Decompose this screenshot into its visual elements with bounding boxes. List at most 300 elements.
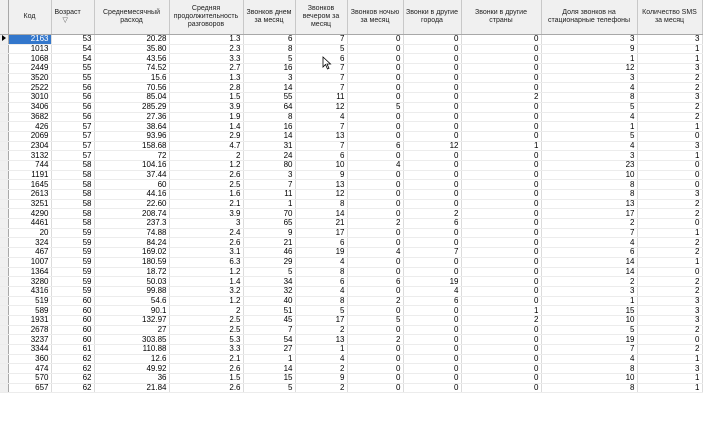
table-cell[interactable]: 57 <box>51 151 94 161</box>
table-cell[interactable]: 8 <box>295 199 347 209</box>
row-indicator[interactable] <box>0 151 8 161</box>
table-cell[interactable]: 3 <box>243 73 295 83</box>
table-cell[interactable]: 303.85 <box>94 335 169 345</box>
table-cell[interactable]: 7 <box>295 73 347 83</box>
table-cell[interactable]: 3 <box>541 73 637 83</box>
table-cell[interactable]: 2522 <box>8 83 51 93</box>
table-cell[interactable]: 2.5 <box>169 325 243 335</box>
table-cell[interactable]: 4461 <box>8 219 51 229</box>
table-cell[interactable]: 62 <box>51 354 94 364</box>
table-cell[interactable]: 1.2 <box>169 296 243 306</box>
table-cell[interactable]: 3251 <box>8 199 51 209</box>
table-cell[interactable]: 56 <box>51 83 94 93</box>
table-cell[interactable]: 10 <box>541 170 637 180</box>
table-cell[interactable]: 1 <box>637 122 702 132</box>
table-cell[interactable]: 2 <box>461 315 541 325</box>
table-cell[interactable]: 10 <box>541 374 637 384</box>
table-cell[interactable]: 1 <box>637 54 702 64</box>
table-cell[interactable]: 0 <box>347 122 403 132</box>
table-cell[interactable]: 0 <box>403 345 461 355</box>
table-cell[interactable]: 4290 <box>8 209 51 219</box>
table-cell[interactable]: 2.6 <box>169 383 243 393</box>
table-cell[interactable]: 55 <box>243 93 295 103</box>
table-cell[interactable]: 24 <box>243 151 295 161</box>
table-cell[interactable]: 1.5 <box>169 374 243 384</box>
table-cell[interactable]: 14 <box>243 364 295 374</box>
table-row[interactable] <box>0 199 702 209</box>
table-cell[interactable]: 7 <box>295 64 347 74</box>
table-cell[interactable]: 19 <box>541 335 637 345</box>
table-cell[interactable]: 0 <box>403 374 461 384</box>
table-cell[interactable]: 17 <box>541 209 637 219</box>
table-cell[interactable]: 2 <box>637 286 702 296</box>
table-cell[interactable]: 6 <box>295 238 347 248</box>
table-cell[interactable]: 74.88 <box>94 228 169 238</box>
table-cell[interactable]: 0 <box>347 93 403 103</box>
table-cell[interactable]: 0 <box>403 267 461 277</box>
row-indicator[interactable] <box>0 141 8 151</box>
table-cell[interactable]: 70.56 <box>94 83 169 93</box>
table-cell[interactable]: 3406 <box>8 102 51 112</box>
table-row[interactable] <box>0 54 702 64</box>
table-cell[interactable]: 2304 <box>8 141 51 151</box>
table-cell[interactable]: 2 <box>637 83 702 93</box>
table-cell[interactable]: 0 <box>461 383 541 393</box>
table-cell[interactable]: 0 <box>347 73 403 83</box>
table-cell[interactable]: 2 <box>347 335 403 345</box>
table-cell[interactable]: 0 <box>461 296 541 306</box>
table-cell[interactable]: 11 <box>243 190 295 200</box>
table-cell[interactable]: 1 <box>461 141 541 151</box>
table-cell[interactable]: 1 <box>243 199 295 209</box>
table-cell[interactable]: 0 <box>461 267 541 277</box>
table-cell[interactable]: 62 <box>51 374 94 384</box>
table-cell[interactable]: 657 <box>8 383 51 393</box>
row-indicator[interactable] <box>0 83 8 93</box>
table-cell[interactable]: 0 <box>347 199 403 209</box>
table-cell[interactable]: 0 <box>403 44 461 54</box>
table-cell[interactable]: 4 <box>541 112 637 122</box>
table-cell[interactable]: 85.04 <box>94 93 169 103</box>
table-cell[interactable]: 4.7 <box>169 141 243 151</box>
table-cell[interactable]: 0 <box>403 122 461 132</box>
table-cell[interactable]: 2.1 <box>169 199 243 209</box>
table-cell[interactable]: 0 <box>461 160 541 170</box>
table-cell[interactable]: 62 <box>51 364 94 374</box>
table-cell[interactable]: 55 <box>51 64 94 74</box>
table-cell[interactable]: 589 <box>8 306 51 316</box>
table-cell[interactable]: 6 <box>403 219 461 229</box>
row-indicator[interactable] <box>0 93 8 103</box>
table-cell[interactable]: 20 <box>8 228 51 238</box>
table-cell[interactable]: 4 <box>403 286 461 296</box>
table-cell[interactable]: 0 <box>403 190 461 200</box>
table-cell[interactable]: 10 <box>541 315 637 325</box>
table-cell[interactable]: 65 <box>243 219 295 229</box>
table-cell[interactable]: 0 <box>347 35 403 45</box>
table-cell[interactable]: 49.92 <box>94 364 169 374</box>
table-row[interactable] <box>0 35 702 45</box>
table-cell[interactable]: 44.16 <box>94 190 169 200</box>
table-cell[interactable]: 8 <box>295 267 347 277</box>
table-cell[interactable]: 2.1 <box>169 354 243 364</box>
table-cell[interactable]: 3.1 <box>169 248 243 258</box>
table-cell[interactable]: 2.7 <box>169 64 243 74</box>
table-cell[interactable]: 2.5 <box>169 180 243 190</box>
column-header[interactable] <box>8 0 51 35</box>
table-cell[interactable]: 3 <box>541 35 637 45</box>
table-cell[interactable]: 0 <box>637 267 702 277</box>
table-cell[interactable]: 0 <box>403 228 461 238</box>
table-row[interactable] <box>0 102 702 112</box>
table-cell[interactable]: 0 <box>461 131 541 141</box>
table-cell[interactable]: 0 <box>461 325 541 335</box>
table-cell[interactable]: 0 <box>403 257 461 267</box>
table-cell[interactable]: 3 <box>637 64 702 74</box>
table-cell[interactable]: 3280 <box>8 277 51 287</box>
table-row[interactable] <box>0 64 702 74</box>
table-cell[interactable]: 1.6 <box>169 190 243 200</box>
table-cell[interactable]: 0 <box>461 219 541 229</box>
table-cell[interactable]: 467 <box>8 248 51 258</box>
table-cell[interactable]: 0 <box>461 180 541 190</box>
table-cell[interactable]: 1.4 <box>169 122 243 132</box>
table-cell[interactable]: 57 <box>51 141 94 151</box>
row-indicator[interactable] <box>0 238 8 248</box>
table-cell[interactable]: 93.96 <box>94 131 169 141</box>
table-cell[interactable]: 2.6 <box>169 364 243 374</box>
table-row[interactable] <box>0 277 702 287</box>
table-cell[interactable]: 14 <box>541 257 637 267</box>
table-cell[interactable]: 7 <box>541 228 637 238</box>
table-cell[interactable]: 32 <box>243 286 295 296</box>
table-cell[interactable]: 0 <box>347 83 403 93</box>
row-indicator[interactable] <box>0 102 8 112</box>
table-cell[interactable]: 1 <box>243 354 295 364</box>
table-cell[interactable]: 1645 <box>8 180 51 190</box>
table-cell[interactable]: 54.6 <box>94 296 169 306</box>
column-header[interactable] <box>347 0 403 35</box>
table-cell[interactable]: 36 <box>94 374 169 384</box>
column-header[interactable] <box>461 0 541 35</box>
table-cell[interactable]: 0 <box>461 209 541 219</box>
table-cell[interactable]: 1931 <box>8 315 51 325</box>
row-indicator[interactable] <box>0 170 8 180</box>
row-indicator[interactable] <box>0 306 8 316</box>
table-cell[interactable]: 8 <box>541 190 637 200</box>
row-indicator[interactable] <box>0 325 8 335</box>
table-cell[interactable]: 1 <box>295 345 347 355</box>
table-cell[interactable]: 5 <box>541 102 637 112</box>
table-cell[interactable]: 57 <box>51 131 94 141</box>
table-cell[interactable]: 0 <box>461 257 541 267</box>
table-cell[interactable]: 5 <box>541 131 637 141</box>
table-cell[interactable]: 12 <box>403 141 461 151</box>
table-cell[interactable]: 58 <box>51 170 94 180</box>
table-cell[interactable]: 2 <box>541 277 637 287</box>
table-cell[interactable]: 0 <box>461 122 541 132</box>
table-cell[interactable]: 0 <box>403 112 461 122</box>
table-cell[interactable]: 59 <box>51 277 94 287</box>
table-cell[interactable]: 0 <box>403 102 461 112</box>
table-cell[interactable]: 6 <box>541 248 637 258</box>
table-cell[interactable]: 58 <box>51 209 94 219</box>
table-cell[interactable]: 1 <box>637 374 702 384</box>
table-cell[interactable]: 15 <box>243 374 295 384</box>
table-cell[interactable]: 0 <box>461 354 541 364</box>
table-cell[interactable]: 12 <box>295 190 347 200</box>
table-cell[interactable]: 56 <box>51 112 94 122</box>
table-cell[interactable]: 15.6 <box>94 73 169 83</box>
table-cell[interactable]: 0 <box>347 267 403 277</box>
table-cell[interactable]: 9 <box>243 228 295 238</box>
table-cell[interactable]: 3132 <box>8 151 51 161</box>
table-cell[interactable]: 5.3 <box>169 335 243 345</box>
table-cell[interactable]: 58 <box>51 199 94 209</box>
table-cell[interactable]: 6 <box>347 277 403 287</box>
table-cell[interactable]: 0 <box>461 54 541 64</box>
table-cell[interactable]: 0 <box>461 170 541 180</box>
row-indicator[interactable] <box>0 35 8 45</box>
table-cell[interactable]: 0 <box>347 44 403 54</box>
table-cell[interactable]: 0 <box>403 170 461 180</box>
table-cell[interactable]: 0 <box>347 170 403 180</box>
table-row[interactable] <box>0 325 702 335</box>
table-cell[interactable]: 0 <box>347 209 403 219</box>
row-indicator[interactable] <box>0 277 8 287</box>
table-cell[interactable]: 360 <box>8 354 51 364</box>
table-row[interactable] <box>0 151 702 161</box>
table-cell[interactable]: 56 <box>51 93 94 103</box>
table-cell[interactable]: 3 <box>243 170 295 180</box>
table-cell[interactable]: 55 <box>51 73 94 83</box>
table-cell[interactable]: 9 <box>295 170 347 180</box>
table-cell[interactable]: 5 <box>347 315 403 325</box>
table-cell[interactable]: 3 <box>169 219 243 229</box>
table-cell[interactable]: 2 <box>637 112 702 122</box>
row-indicator[interactable] <box>0 44 8 54</box>
table-cell[interactable]: 2.4 <box>169 228 243 238</box>
table-cell[interactable]: 5 <box>295 44 347 54</box>
table-cell[interactable]: 2 <box>347 219 403 229</box>
table-cell[interactable]: 2 <box>637 248 702 258</box>
table-cell[interactable]: 0 <box>347 364 403 374</box>
row-indicator[interactable] <box>0 345 8 355</box>
table-cell[interactable]: 1 <box>461 306 541 316</box>
table-cell[interactable]: 3.3 <box>169 54 243 64</box>
row-indicator[interactable] <box>0 248 8 258</box>
table-cell[interactable]: 3237 <box>8 335 51 345</box>
table-cell[interactable]: 6 <box>295 54 347 64</box>
table-cell[interactable]: 0 <box>461 83 541 93</box>
table-cell[interactable]: 59 <box>51 228 94 238</box>
table-cell[interactable]: 5 <box>243 54 295 64</box>
table-cell[interactable]: 3 <box>637 141 702 151</box>
table-cell[interactable]: 2 <box>637 277 702 287</box>
table-cell[interactable]: 2 <box>637 102 702 112</box>
table-cell[interactable]: 110.88 <box>94 345 169 355</box>
table-row[interactable] <box>0 306 702 316</box>
table-cell[interactable]: 34 <box>243 277 295 287</box>
table-cell[interactable]: 2 <box>637 238 702 248</box>
table-cell[interactable]: 7 <box>403 248 461 258</box>
table-cell[interactable]: 6.3 <box>169 257 243 267</box>
table-cell[interactable]: 0 <box>347 306 403 316</box>
table-cell[interactable]: 4 <box>295 257 347 267</box>
row-indicator[interactable] <box>0 54 8 64</box>
table-row[interactable] <box>0 257 702 267</box>
table-cell[interactable]: 1 <box>541 54 637 64</box>
row-indicator[interactable] <box>0 257 8 267</box>
table-cell[interactable]: 4 <box>541 354 637 364</box>
column-header[interactable] <box>295 0 347 35</box>
row-indicator[interactable] <box>0 267 8 277</box>
table-cell[interactable]: 3.2 <box>169 286 243 296</box>
table-cell[interactable]: 13 <box>295 131 347 141</box>
table-cell[interactable]: 3 <box>637 296 702 306</box>
table-cell[interactable]: 0 <box>461 64 541 74</box>
table-cell[interactable]: 169.02 <box>94 248 169 258</box>
table-cell[interactable]: 285.29 <box>94 102 169 112</box>
table-row[interactable] <box>0 141 702 151</box>
table-cell[interactable]: 0 <box>403 64 461 74</box>
table-cell[interactable]: 1.3 <box>169 35 243 45</box>
table-cell[interactable]: 0 <box>347 228 403 238</box>
table-cell[interactable]: 21 <box>243 238 295 248</box>
table-cell[interactable]: 4 <box>541 141 637 151</box>
table-cell[interactable]: 0 <box>403 35 461 45</box>
table-cell[interactable]: 0 <box>461 228 541 238</box>
table-cell[interactable]: 6 <box>243 35 295 45</box>
table-cell[interactable]: 29 <box>243 257 295 267</box>
table-cell[interactable]: 1 <box>637 151 702 161</box>
table-cell[interactable]: 3.9 <box>169 209 243 219</box>
table-cell[interactable]: 6 <box>295 151 347 161</box>
table-cell[interactable]: 180.59 <box>94 257 169 267</box>
table-cell[interactable]: 3 <box>637 93 702 103</box>
table-cell[interactable]: 0 <box>461 374 541 384</box>
row-indicator[interactable] <box>0 219 8 229</box>
table-cell[interactable]: 1013 <box>8 44 51 54</box>
table-row[interactable] <box>0 83 702 93</box>
table-cell[interactable]: 84.24 <box>94 238 169 248</box>
table-cell[interactable]: 1.9 <box>169 112 243 122</box>
table-cell[interactable]: 1 <box>637 44 702 54</box>
table-cell[interactable]: 2 <box>169 306 243 316</box>
table-cell[interactable]: 5 <box>347 102 403 112</box>
table-cell[interactable]: 27 <box>243 345 295 355</box>
table-cell[interactable]: 18.72 <box>94 267 169 277</box>
table-cell[interactable]: 59 <box>51 257 94 267</box>
table-cell[interactable]: 58 <box>51 160 94 170</box>
table-cell[interactable]: 17 <box>295 228 347 238</box>
table-cell[interactable]: 0 <box>403 151 461 161</box>
table-cell[interactable]: 0 <box>461 199 541 209</box>
table-cell[interactable]: 7 <box>295 122 347 132</box>
table-cell[interactable]: 51 <box>243 306 295 316</box>
table-cell[interactable]: 11 <box>295 93 347 103</box>
table-row[interactable] <box>0 335 702 345</box>
table-row[interactable] <box>0 112 702 122</box>
table-cell[interactable]: 53 <box>51 35 94 45</box>
table-cell[interactable]: 13 <box>295 180 347 190</box>
table-cell[interactable]: 3 <box>637 190 702 200</box>
table-cell[interactable]: 2.9 <box>169 131 243 141</box>
table-row[interactable] <box>0 44 702 54</box>
table-cell[interactable]: 23 <box>541 160 637 170</box>
table-cell[interactable]: 31 <box>243 141 295 151</box>
table-cell[interactable]: 1 <box>637 354 702 364</box>
table-cell[interactable]: 0 <box>461 190 541 200</box>
table-cell[interactable]: 56 <box>51 102 94 112</box>
table-cell[interactable]: 54 <box>243 335 295 345</box>
table-cell[interactable]: 0 <box>461 35 541 45</box>
table-cell[interactable]: 1068 <box>8 54 51 64</box>
table-cell[interactable]: 4 <box>347 160 403 170</box>
table-cell[interactable]: 0 <box>637 131 702 141</box>
sort-filter-icon[interactable]: ▽ <box>62 17 68 24</box>
table-cell[interactable]: 19 <box>403 277 461 287</box>
table-row[interactable] <box>0 190 702 200</box>
table-cell[interactable]: 21 <box>295 219 347 229</box>
table-cell[interactable]: 43.56 <box>94 54 169 64</box>
table-cell[interactable]: 5 <box>295 306 347 316</box>
table-cell[interactable]: 50.03 <box>94 277 169 287</box>
table-cell[interactable]: 3 <box>637 364 702 374</box>
row-indicator[interactable] <box>0 180 8 190</box>
table-cell[interactable]: 0 <box>461 44 541 54</box>
table-cell[interactable]: 519 <box>8 296 51 306</box>
table-cell[interactable]: 2.8 <box>169 83 243 93</box>
table-cell[interactable]: 2 <box>295 325 347 335</box>
table-cell[interactable]: 0 <box>403 335 461 345</box>
table-cell[interactable]: 13 <box>295 335 347 345</box>
table-cell[interactable]: 0 <box>347 383 403 393</box>
row-indicator[interactable] <box>0 354 8 364</box>
table-cell[interactable]: 0 <box>347 151 403 161</box>
table-cell[interactable]: 0 <box>461 151 541 161</box>
table-cell[interactable]: 59 <box>51 267 94 277</box>
table-row[interactable] <box>0 131 702 141</box>
table-cell[interactable]: 324 <box>8 238 51 248</box>
table-cell[interactable]: 0 <box>461 73 541 83</box>
table-cell[interactable]: 3 <box>637 35 702 45</box>
table-row[interactable] <box>0 345 702 355</box>
table-cell[interactable]: 0 <box>461 102 541 112</box>
table-cell[interactable]: 6 <box>347 141 403 151</box>
table-cell[interactable]: 99.88 <box>94 286 169 296</box>
table-cell[interactable]: 37.44 <box>94 170 169 180</box>
table-cell[interactable]: 8 <box>541 383 637 393</box>
table-cell[interactable]: 40 <box>243 296 295 306</box>
table-cell[interactable]: 2 <box>461 93 541 103</box>
table-cell[interactable]: 12.6 <box>94 354 169 364</box>
table-cell[interactable]: 4 <box>541 238 637 248</box>
table-cell[interactable]: 64 <box>243 102 295 112</box>
column-header[interactable] <box>403 0 461 35</box>
table-cell[interactable]: 0 <box>403 383 461 393</box>
table-cell[interactable]: 1 <box>541 296 637 306</box>
table-cell[interactable]: 0 <box>347 112 403 122</box>
column-header[interactable] <box>243 0 295 35</box>
table-cell[interactable]: 14 <box>243 131 295 141</box>
table-row[interactable] <box>0 209 702 219</box>
table-cell[interactable]: 45 <box>243 315 295 325</box>
table-row[interactable] <box>0 228 702 238</box>
table-cell[interactable]: 0 <box>403 54 461 64</box>
table-cell[interactable]: 16 <box>243 64 295 74</box>
table-cell[interactable]: 0 <box>637 180 702 190</box>
